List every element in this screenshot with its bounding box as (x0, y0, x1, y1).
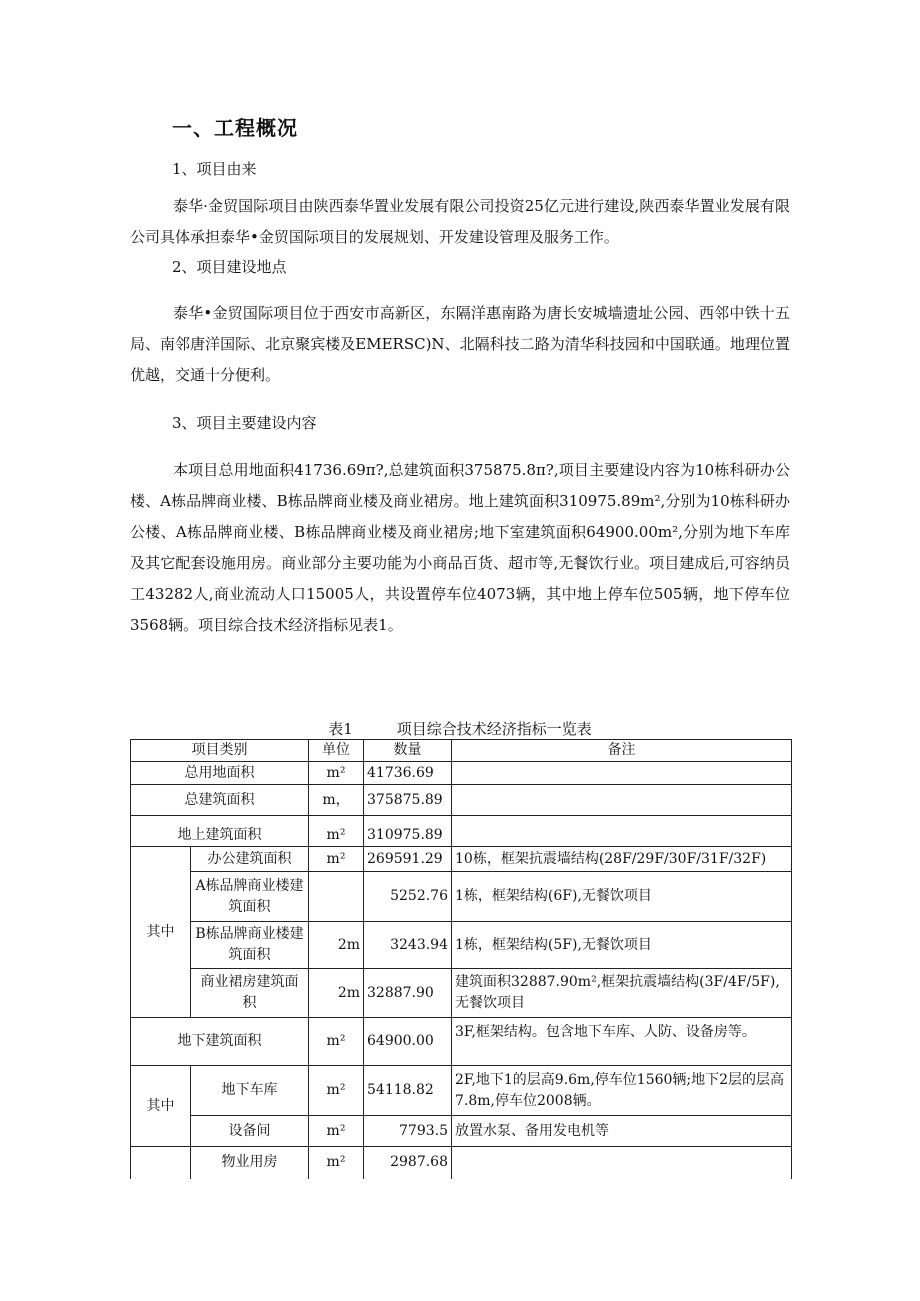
cell-unit: m² (309, 1147, 364, 1179)
cell-name: 总用地面积 (131, 762, 309, 785)
cell-unit: m² (309, 1116, 364, 1147)
cell-unit: 2m (309, 922, 364, 969)
indicator-table (130, 739, 792, 1179)
table-caption (0, 718, 920, 739)
cell-unit: m² (309, 1066, 364, 1116)
table-row (131, 872, 792, 922)
subsection-title-origin: 1、项目由来 (172, 160, 257, 178)
cell-remark: 1栋，框架结构(6F),无餐饮项目 (452, 872, 792, 922)
cell-name: 总建筑面积 (131, 785, 309, 816)
cell-unit: m² (309, 1018, 364, 1066)
cell-remark (452, 816, 792, 847)
cell-remark (452, 785, 792, 816)
cell-remark: 3F,框架结构。包含地下车库、人防、设备房等。 (452, 1018, 792, 1066)
cell-name: 商业裙房建筑面积 (191, 969, 309, 1018)
cell-unit: m， (309, 785, 364, 816)
paragraph-location: 泰华•金贸国际项目位于西安市高新区，东隔洋惠南路为唐长安城墙遗址公园、西邻中铁十五局、南邻唐洋国际、北京聚宾楼及EMERSC)N、北隔科技二路为清华科技园和中国联通。地理位置优越，交通十分便利。 (130, 304, 790, 384)
table-row (131, 922, 792, 969)
cell-name: 办公建筑面积 (191, 847, 309, 872)
table-row (131, 1116, 792, 1147)
table-row (131, 1147, 792, 1179)
table-row (131, 1066, 792, 1116)
cell-remark (452, 762, 792, 785)
cell-name: 地下建筑面积 (131, 1018, 309, 1066)
group-label-underground: 其中 (131, 1066, 191, 1147)
header-unit: 单位 (309, 740, 364, 762)
header-quantity: 数量 (364, 740, 452, 762)
table-header-row (131, 740, 792, 762)
cell-quantity: 3243.94 (364, 922, 452, 969)
cell-quantity: 41736.69 (364, 762, 452, 785)
table-row (131, 847, 792, 872)
cell-name: 地下车库 (191, 1066, 309, 1116)
cell-name: 设备间 (191, 1116, 309, 1147)
cell-quantity: 7793.5 (364, 1116, 452, 1147)
cell-quantity: 2987.68 (364, 1147, 452, 1179)
table-row (131, 969, 792, 1018)
cell-name: A栋品牌商业楼建筑面积 (191, 872, 309, 922)
cell-remark: 10栋，框架抗震墙结构(28F/29F/30F/31F/32F) (452, 847, 792, 872)
cell-remark: 1栋，框架结构(5F),无餐饮项目 (452, 922, 792, 969)
group-label-above-ground: 其中 (131, 847, 191, 1018)
header-remark: 备注 (452, 740, 792, 762)
cell-quantity: 375875.89 (364, 785, 452, 816)
paragraph-content: 本项目总用地面积41736.69π?,总建筑面积375875.8π?,项目主要建设内容为10栋科研办公楼、A栋品牌商业楼、B栋品牌商业楼及商业裙房。地上建筑面积310975.89m²,分别为10栋科研办公楼、A栋品牌商业楼、B栋品牌商业楼及商业裙房;地下室建筑面积64900.00m²,分别为地下车库及其它配套设施用房。商业部分主要功能为小商品百货、超市等,无餐饮行业。项目建成后,可容纳员工43282人,商业流动人口15005人，共设置停车位4073辆，其中地上停车位505辆，地下停车位3568辆。项目综合技术经济指标见表1。 (130, 461, 790, 634)
cell-unit: m² (309, 847, 364, 872)
paragraph-origin: 泰华·金贸国际项目由陕西泰华置业发展有限公司投资25亿元进行建设,陕西泰华置业发展有限公司具体承担泰华•金贸国际项目的发展规划、开发建设管理及服务工作。 (130, 197, 790, 246)
cell-remark: 放置水泵、备用发电机等 (452, 1116, 792, 1147)
table-caption-number: 表1 (328, 720, 353, 738)
table-row (131, 785, 792, 816)
cell-remark: 建筑面积32887.90m²,框架抗震墙结构(3F/4F/5F),无餐饮项目 (452, 969, 792, 1018)
cell-unit: m² (309, 762, 364, 785)
subsection-title-content: 3、项目主要建设内容 (172, 414, 317, 432)
cell-name: 物业用房 (191, 1147, 309, 1179)
cell-quantity: 54118.82 (364, 1066, 452, 1116)
cell-group-empty (131, 1147, 191, 1179)
table-row (131, 1018, 792, 1066)
table-caption-title: 项目综合技术经济指标一览表 (396, 720, 592, 738)
cell-quantity: 32887.90 (364, 969, 452, 1018)
cell-quantity: 64900.00 (364, 1018, 452, 1066)
table-row (131, 762, 792, 785)
cell-name: 地上建筑面积 (131, 816, 309, 847)
cell-unit (309, 872, 364, 922)
cell-remark: 2F,地下1的层高9.6m,停车位1560辆;地下2层的层高7.8m,停车位2008辆。 (452, 1066, 792, 1116)
table-row (131, 816, 792, 847)
cell-remark (452, 1147, 792, 1179)
cell-quantity: 5252.76 (364, 872, 452, 922)
cell-quantity: 310975.89 (364, 816, 452, 847)
subsection-title-location: 2、项目建设地点 (172, 258, 287, 276)
section-title: 一、工程概况 (172, 116, 298, 140)
cell-unit: m² (309, 816, 364, 847)
cell-name: B栋品牌商业楼建筑面积 (191, 922, 309, 969)
cell-quantity: 269591.29 (364, 847, 452, 872)
header-category: 项目类别 (131, 740, 309, 762)
cell-unit: 2m (309, 969, 364, 1018)
